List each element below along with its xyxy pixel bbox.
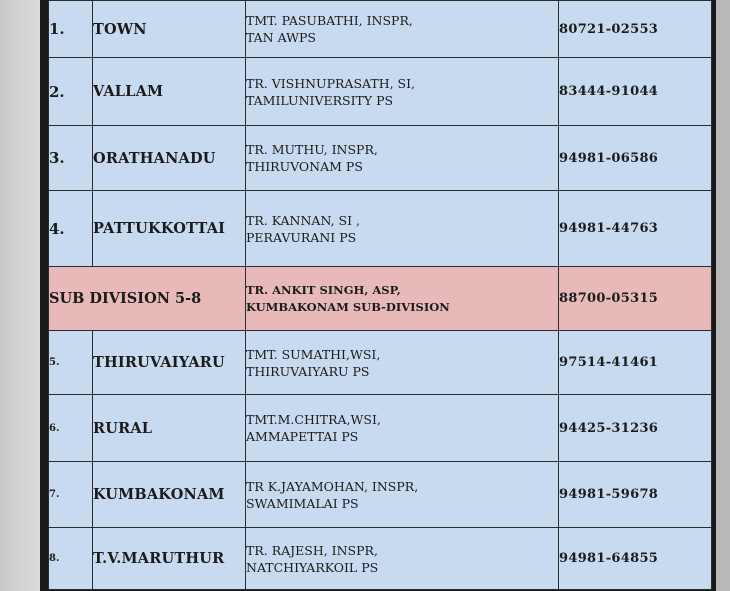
officer-station: THIRUVONAM PS: [246, 159, 363, 174]
table-row: [49, 528, 712, 590]
table-row: [49, 462, 712, 528]
page-margin-right: [716, 0, 730, 591]
officer-cell: [246, 528, 559, 590]
phone-number: 94981-06586: [559, 126, 712, 191]
phone-number: 83444-91044: [559, 58, 712, 126]
officer-name: TR K.JAYAMOHAN, INSPR,: [246, 478, 419, 494]
phone-number: 94981-44763: [559, 191, 712, 267]
officer-cell: [246, 191, 559, 267]
officer-station: KUMBAKONAM SUB-DIVISION: [246, 299, 450, 314]
station-name: THIRUVAIYARU: [93, 331, 246, 395]
officer-station: TAN AWPS: [246, 30, 316, 45]
row-number: 4.: [49, 191, 93, 267]
officer-cell: [246, 331, 559, 395]
row-number: 2.: [49, 58, 93, 126]
officer-cell: [246, 126, 559, 191]
sub-division-row: [49, 267, 712, 331]
officer-name: TR. ANKIT SINGH, ASP,: [246, 282, 401, 297]
phone-number: 94981-64855: [559, 528, 712, 590]
station-name: RURAL: [93, 395, 246, 462]
table-row: [49, 58, 712, 126]
table-row: [49, 331, 712, 395]
officer-cell: [246, 395, 559, 462]
phone-number: 94425-31236: [559, 395, 712, 462]
phone-number: 80721-02553: [559, 1, 712, 58]
officer-name: TMT. PASUBATHI, INSPR,: [246, 13, 413, 28]
row-number: 3.: [49, 126, 93, 191]
row-number: 8.: [49, 528, 93, 590]
station-name: ORATHANADU: [93, 126, 246, 191]
table-row: [49, 1, 712, 58]
officer-name: TR. KANNAN, SI ,: [246, 212, 360, 228]
officer-cell: [246, 267, 559, 331]
officer-station: SWAMIMALAI PS: [246, 495, 359, 511]
officer-cell: [246, 58, 559, 126]
row-number: 6.: [49, 395, 93, 462]
table-row: [49, 126, 712, 191]
officer-name: TR. RAJESH, INSPR,: [246, 542, 378, 558]
officer-name: TR. VISHNUPRASATH, SI,: [246, 75, 416, 91]
phone-number: 88700-05315: [559, 267, 712, 331]
officer-name: TMT. SUMATHI,WSI,: [246, 346, 381, 362]
phone-number: 97514-41461: [559, 331, 712, 395]
row-number: 5.: [49, 331, 93, 395]
table-row: [49, 395, 712, 462]
station-name: PATTUKKOTTAI: [93, 191, 246, 267]
row-number: 1.: [49, 1, 93, 58]
station-name: KUMBAKONAM: [93, 462, 246, 528]
document-frame: [40, 0, 716, 591]
page-margin-left: [0, 0, 40, 591]
sub-division-title: SUB DIVISION 5-8: [49, 267, 246, 331]
row-number: 7.: [49, 462, 93, 528]
officer-station: THIRUVAIYARU PS: [246, 363, 370, 379]
officer-cell: [246, 462, 559, 528]
officer-station: NATCHIYARKOIL PS: [246, 559, 379, 575]
officer-name: TMT.M.CHITRA,WSI,: [246, 412, 381, 427]
station-name: TOWN: [93, 1, 246, 58]
phone-number: 94981-59678: [559, 462, 712, 528]
officer-station: TAMILUNIVERSITY PS: [246, 92, 394, 108]
officer-station: PERAVURANI PS: [246, 229, 357, 245]
officer-station: AMMAPETTAI PS: [246, 429, 359, 444]
officer-roster-table: [48, 0, 712, 590]
station-name: VALLAM: [93, 58, 246, 126]
officer-cell: [246, 1, 559, 58]
officer-name: TR. MUTHU, INSPR,: [246, 142, 378, 157]
station-name: T.V.MARUTHUR: [93, 528, 246, 590]
table-row: [49, 191, 712, 267]
